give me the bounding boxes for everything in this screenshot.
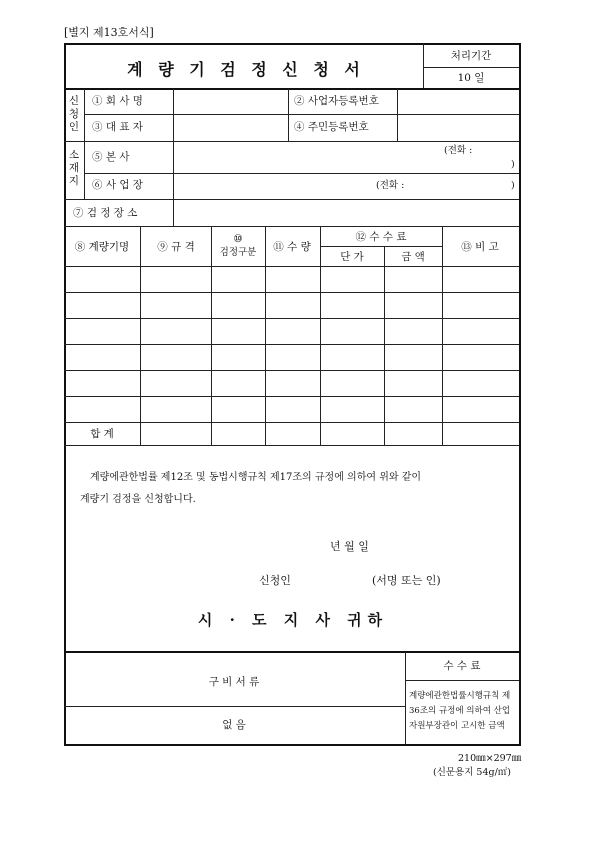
fee-box-line-2: 36조의 규정에 의하여 산업 bbox=[409, 706, 511, 716]
required-documents-label: 구 비 서 류 bbox=[208, 676, 260, 688]
processing-period-value: 10 일 bbox=[457, 72, 485, 84]
remarks-header: ⑬ 비 고 bbox=[461, 241, 499, 253]
workplace-label: ⑥ 사 업 장 bbox=[92, 179, 143, 191]
inspection-type-header: 검정구분 bbox=[219, 247, 257, 258]
paper-type: (신문용지 54g/㎡) bbox=[433, 767, 512, 778]
signature-note: (서명 또는 인) bbox=[372, 574, 441, 587]
quantity-header: ⑪ 수 량 bbox=[273, 241, 311, 253]
resident-registration-label: ④ 주민등록번호 bbox=[294, 121, 369, 133]
statement-line-2: 계량기 검정을 신청합니다. bbox=[80, 494, 196, 505]
form-bottom-border bbox=[64, 744, 521, 746]
paper-size: 210㎜×297㎜ bbox=[458, 753, 522, 764]
form-left-border bbox=[64, 43, 66, 746]
fee-box-line-1: 계량에관한법률시행규칙 제 bbox=[409, 691, 511, 701]
processing-period-label: 처리기간 bbox=[450, 50, 492, 62]
inspection-place-label: ⑦ 검 정 장 소 bbox=[73, 207, 138, 219]
table-row bbox=[64, 292, 519, 293]
required-documents-value: 없 음 bbox=[222, 719, 246, 731]
table-row bbox=[64, 370, 519, 371]
applicant-side-label: 신 청 인 bbox=[68, 95, 80, 133]
company-name-label: ① 회 사 명 bbox=[92, 95, 143, 107]
table-row bbox=[64, 422, 519, 423]
head-office-phone-label: (전화 : bbox=[444, 145, 473, 156]
fee-header: ⑫ 수 수 료 bbox=[355, 231, 407, 243]
unit-price-header: 단 가 bbox=[340, 251, 364, 263]
form-number-label: [별지 제13호서식] bbox=[64, 26, 154, 39]
head-office-label: ⑤ 본 사 bbox=[92, 151, 130, 163]
fee-box-label: 수 수 료 bbox=[443, 660, 481, 672]
form-right-border bbox=[519, 43, 521, 746]
date-line: 년 월 일 bbox=[330, 540, 369, 553]
head-office-phone-close: ) bbox=[511, 159, 515, 170]
business-registration-label: ② 사업자등록번호 bbox=[294, 95, 379, 107]
fee-box-line-3: 자원부장관이 고시한 금액 bbox=[409, 721, 505, 731]
location-side-label: 소 재 지 bbox=[68, 149, 80, 187]
amount-header: 금 액 bbox=[401, 251, 425, 263]
table-row bbox=[64, 344, 519, 345]
meter-name-header: ⑧ 계량기명 bbox=[74, 241, 130, 253]
workplace-phone-close: ) bbox=[511, 180, 515, 191]
table-row bbox=[64, 396, 519, 397]
table-row bbox=[64, 318, 519, 319]
form-title: 계 량 기 검 정 신 청 서 bbox=[127, 60, 365, 79]
addressee: 시 · 도 지 사 귀하 bbox=[197, 611, 389, 629]
workplace-phone-label: (전화 : bbox=[376, 180, 405, 191]
form-top-border bbox=[64, 43, 521, 45]
representative-label: ③ 대 표 자 bbox=[92, 121, 143, 133]
statement-line-1: 계량에관한법률 제12조 및 동법시행규칙 제17조의 규정에 의하여 위와 같이 bbox=[90, 472, 422, 483]
spec-header: ⑨ 규 격 bbox=[157, 241, 195, 253]
total-label: 합 계 bbox=[90, 428, 114, 440]
inspection-type-number: ⑩ bbox=[233, 233, 243, 245]
applicant-signature-label: 신청인 bbox=[259, 574, 291, 587]
